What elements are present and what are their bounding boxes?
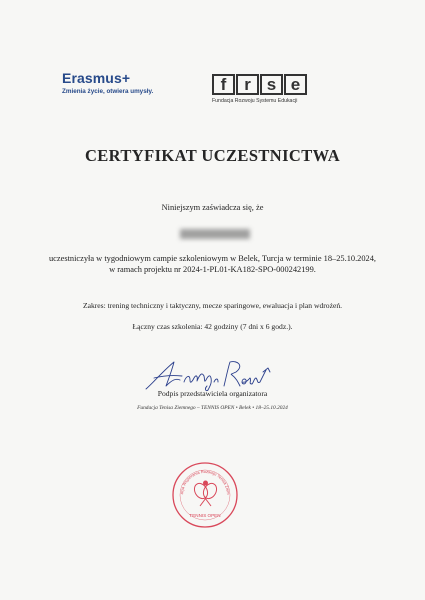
erasmus-logo-name: Erasmus+ — [62, 70, 131, 86]
frse-logo-letters — [212, 74, 322, 95]
signature-caption: Podpis przedstawiciela organizatora — [157, 389, 268, 398]
frse-letter-r: r — [236, 74, 259, 95]
training-hours: Łączny czas szkolenia: 42 godziny (7 dni x 6 godz.). — [132, 322, 293, 331]
certificate-footer: Fundacja Tenisa Ziemnego – TENNIS OPEN • Belek • 18–25.10.2024 — [137, 405, 288, 411]
tennis-racket-icon — [192, 481, 219, 506]
certificate-body: uczestniczyła w tygodniowym campie szkoleniowym w Belek, Turcja w terminie 18–25.10.2024, w ramach projektu nr 2024-1-PL01-KA182-SPO-000242199. — [48, 254, 377, 274]
training-scope: Zakres: trening techniczny i taktyczny, mecze sparingowe, ewaluacja i plan wdrożeń. — [82, 301, 343, 310]
certificate-intro: Niniejszym zaświadcza się, że — [161, 203, 264, 212]
frse-letter-f: f — [212, 74, 235, 95]
organizer-stamp — [171, 461, 239, 529]
stamp-inner-text: TENNIS OPEN — [189, 513, 221, 518]
frse-logo — [212, 74, 322, 104]
frse-letter-s: s — [260, 74, 283, 95]
frse-letter-e: e — [284, 74, 307, 95]
handwritten-signature — [144, 356, 274, 392]
stamp-ring-text: acja Wspierania Rozwoju Tenisa Ziem — [178, 468, 232, 495]
participant-name-redacted — [180, 229, 250, 239]
erasmus-logo — [62, 70, 153, 95]
svg-text:Fundacja Wspierania Rozwoju Te — [171, 461, 231, 495]
certificate-title: CERTYFIKAT UCZESTNICTWA — [84, 146, 341, 165]
frse-logo-subtitle: Fundacja Rozwoju Systemu Edukacji — [212, 98, 298, 104]
erasmus-logo-tagline: Zmienia życie, otwiera umysły. — [62, 88, 154, 95]
